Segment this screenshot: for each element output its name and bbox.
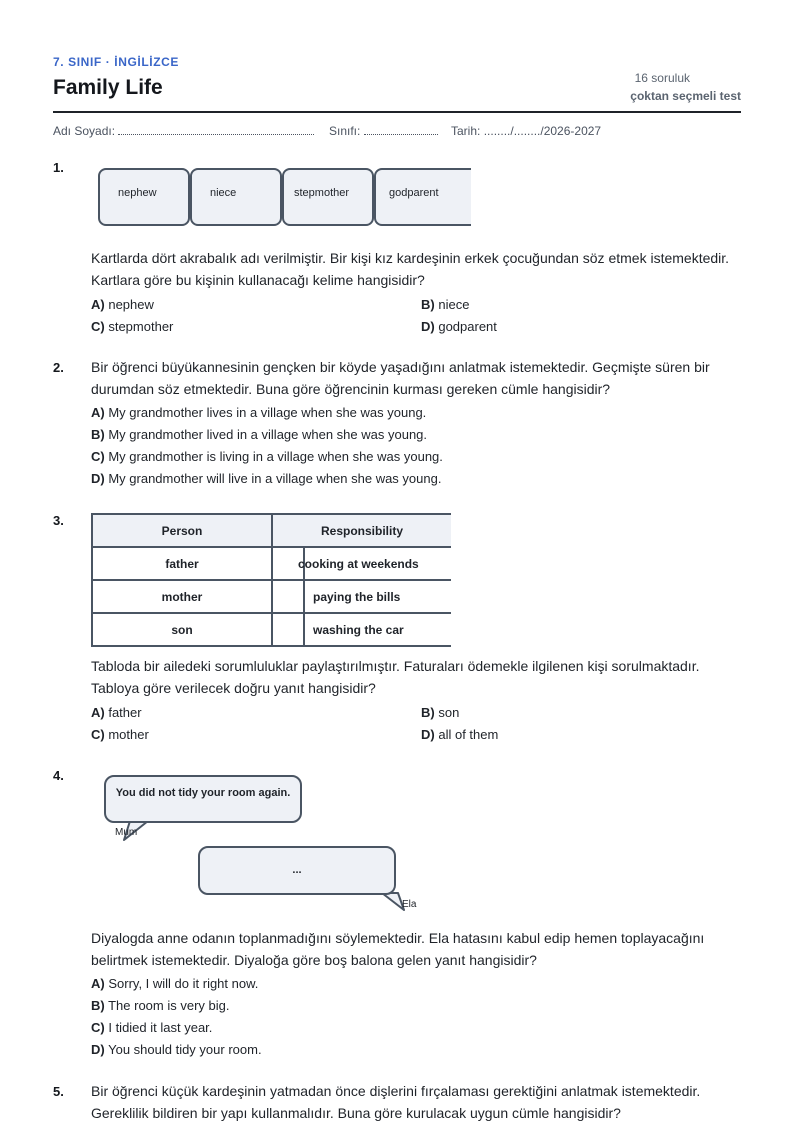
option-b[interactable]: B) niece bbox=[421, 297, 470, 312]
speech-bubble-mum: You did not tidy your room again. bbox=[104, 775, 302, 823]
word-card: stepmother bbox=[282, 168, 374, 226]
table-cell: father bbox=[92, 547, 272, 580]
question-number: 4. bbox=[53, 768, 64, 783]
option-b[interactable]: B) The room is very big. bbox=[91, 998, 230, 1013]
option-c[interactable]: C) I tidied it last year. bbox=[91, 1020, 213, 1035]
option-a[interactable]: A) nephew bbox=[91, 297, 154, 312]
table-cell: cooking at weekends bbox=[304, 547, 451, 580]
date-value: ......../......../2026-2027 bbox=[483, 124, 602, 138]
word-card: godparent bbox=[374, 168, 471, 226]
question-number: 2. bbox=[53, 360, 64, 375]
speech-bubble-ela: ... bbox=[198, 846, 396, 895]
option-b[interactable]: B) son bbox=[421, 705, 460, 720]
name-label: Adı Soyadı: bbox=[53, 124, 116, 138]
speaker-label-mum: Mum bbox=[115, 827, 138, 838]
option-d[interactable]: D) My grandmother will live in a village when she was young. bbox=[91, 471, 442, 486]
option-c[interactable]: C) stepmother bbox=[91, 319, 174, 334]
option-a[interactable]: A) father bbox=[91, 705, 142, 720]
subject-label: 7. SINIF · İNGİLİZCE bbox=[53, 55, 180, 69]
option-a[interactable]: A) My grandmother lives in a village when she was young. bbox=[91, 405, 427, 420]
question-number: 1. bbox=[53, 160, 64, 175]
worksheet-title: Family Life bbox=[53, 76, 163, 99]
word-card: niece bbox=[190, 168, 282, 226]
table-cell: son bbox=[92, 613, 272, 646]
option-d[interactable]: D) all of them bbox=[421, 727, 499, 742]
speech-tail-ela bbox=[382, 893, 404, 910]
question-stem: Kartlarda dört akrabalık adı verilmiştir. Bir kişi kız kardeşinin erkek çocuğundan söz etmek istemektedir. Kartlara göre bu kişinin kullanacağı kelime hangisidir? bbox=[91, 250, 730, 288]
option-a[interactable]: A) Sorry, I will do it right now. bbox=[91, 976, 259, 991]
table-cell: paying the bills bbox=[304, 580, 451, 613]
question-number: 5. bbox=[53, 1084, 64, 1099]
table-cell: mother bbox=[92, 580, 272, 613]
option-d[interactable]: D) godparent bbox=[421, 319, 497, 334]
word-card: nephew bbox=[98, 168, 190, 226]
question-count: 16 soruluk bbox=[634, 71, 690, 85]
question-stem: Diyalogda anne odanın toplanmadığını söylemektedir. Ela hatasını kabul edip hemen toplayacağını belirtmek istemektedir. Diyaloğa göre boş balona gelen yanıt hangisidir? bbox=[91, 930, 705, 968]
table-cell: washing the car bbox=[304, 613, 451, 646]
date-label: Tarih: bbox=[451, 124, 481, 138]
question-stem: Tabloda bir ailedeki sorumluluklar paylaştırılmıştır. Faturaları ödemekle ilgilenen kişi sorulmaktadır. Tabloya göre verilecek doğru yanıt hangisidir? bbox=[91, 658, 700, 696]
option-d[interactable]: D) You should tidy your room. bbox=[91, 1042, 262, 1057]
test-type: çoktan seçmeli test bbox=[630, 89, 741, 103]
option-c[interactable]: C) My grandmother is living in a village when she was young. bbox=[91, 449, 443, 464]
option-b[interactable]: B) My grandmother lived in a village when she was young. bbox=[91, 427, 428, 442]
question-stem: Bir öğrenci büyükannesinin gençken bir köyde yaşadığını anlatmak istemektedir. Geçmişte süren bir durumdan söz etmektedir. Buna göre öğrencinin kurması gereken cümle hangisidir? bbox=[91, 359, 710, 397]
option-c[interactable]: C) mother bbox=[91, 727, 149, 742]
speaker-label-ela: Ela bbox=[402, 899, 417, 910]
table-header-cell: Person bbox=[92, 514, 272, 547]
question-number: 3. bbox=[53, 513, 64, 528]
table-header-cell: Responsibility bbox=[272, 514, 451, 547]
question-stem: Bir öğrenci küçük kardeşinin yatmadan önce dişlerini fırçalaması gerektiğini anlatmak istemektedir. Gereklilik bildiren bir yapı kullanmalıdır. Buna göre kurulacak uygun cümle hangisidir? bbox=[91, 1083, 701, 1121]
class-label: Sınıfı: bbox=[329, 124, 361, 138]
